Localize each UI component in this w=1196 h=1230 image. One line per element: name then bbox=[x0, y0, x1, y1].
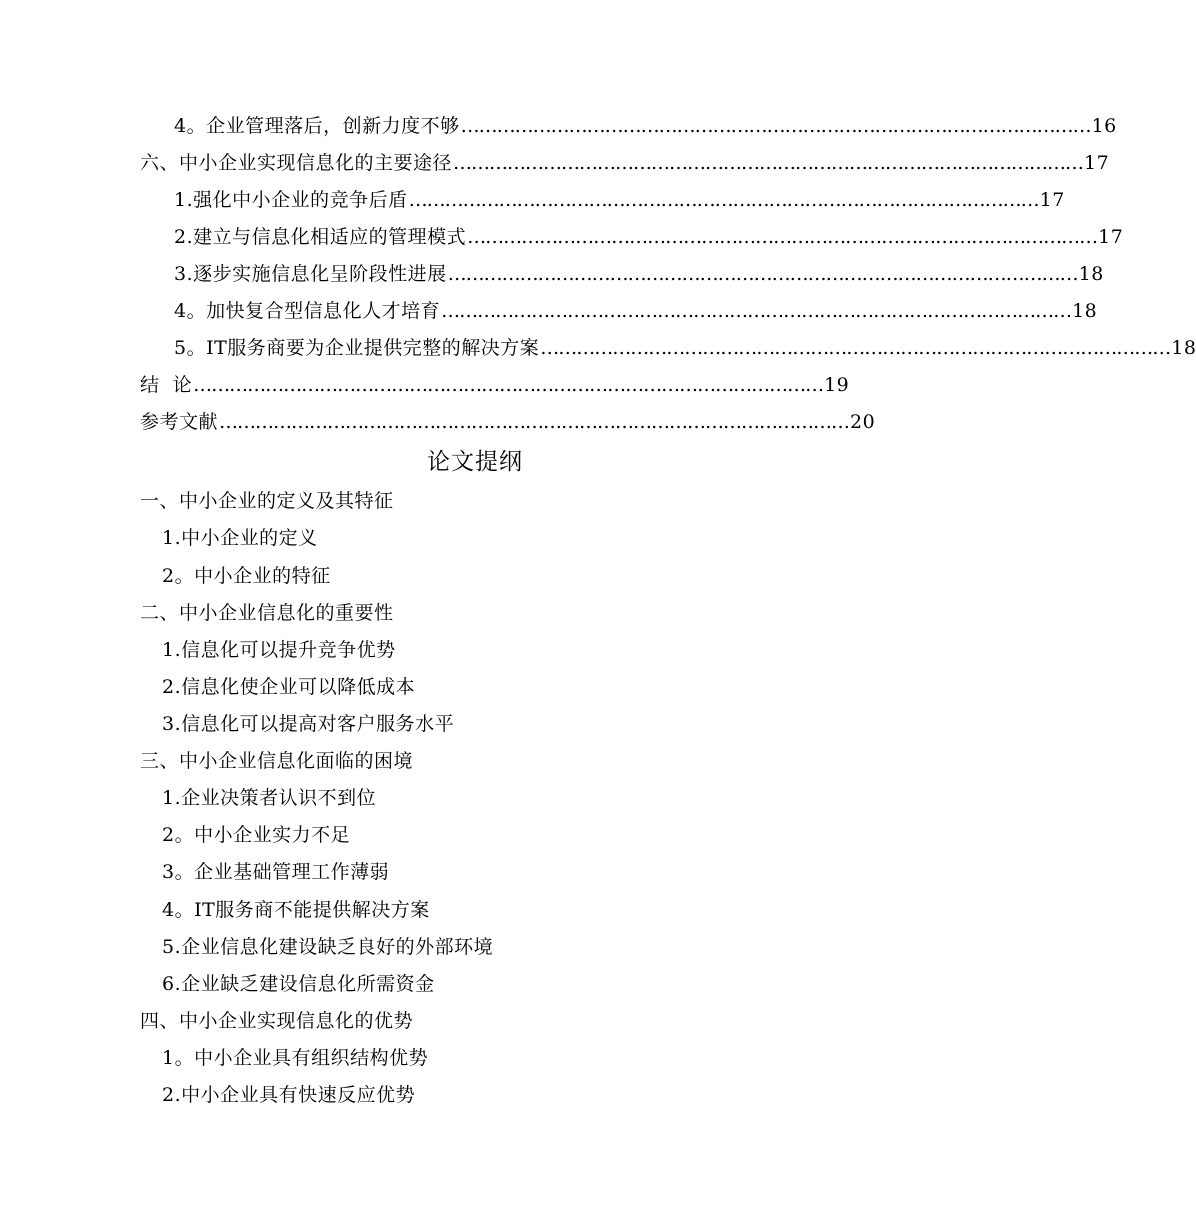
toc-entry-page: 16 bbox=[1091, 115, 1117, 137]
toc-entry-page: 18 bbox=[1078, 263, 1104, 285]
toc-leader-dots: …………………………………………………………………………………………… bbox=[219, 411, 850, 433]
outline-item: 6.企业缺乏建设信息化所需资金 bbox=[162, 973, 435, 995]
outline-title: 论文提纲 bbox=[427, 449, 523, 475]
toc-entry bbox=[140, 408, 876, 436]
toc-leader-dots: …………………………………………………………………………………………… bbox=[453, 152, 1084, 174]
outline-section-heading: 四、中小企业实现信息化的优势 bbox=[140, 1010, 414, 1032]
toc-entry-text: 六、中小企业实现信息化的主要途径 bbox=[140, 152, 453, 174]
outline-section-heading: 二、中小企业信息化的重要性 bbox=[140, 602, 394, 624]
outline-item: 1.中小企业的定义 bbox=[162, 527, 318, 549]
toc-entry-page: 20 bbox=[850, 411, 876, 433]
toc-entry bbox=[140, 149, 1110, 177]
toc-entry-page: 17 bbox=[1039, 189, 1065, 211]
outline-item: 1.企业决策者认识不到位 bbox=[162, 787, 377, 809]
toc-leader-dots: …………………………………………………………………………………………… bbox=[540, 337, 1171, 359]
toc-leader-dots: …………………………………………………………………………………………… bbox=[441, 300, 1072, 322]
toc-entry-text: 3.逐步实施信息化呈阶段性进展 bbox=[174, 263, 447, 285]
outline-item: 4。IT服务商不能提供解决方案 bbox=[162, 899, 430, 921]
toc-entry-text: 4。加快复合型信息化人才培育 bbox=[174, 300, 441, 322]
toc-entry bbox=[174, 223, 1124, 251]
toc-entry bbox=[174, 260, 1104, 288]
outline-item: 1.信息化可以提升竞争优势 bbox=[162, 639, 396, 661]
toc-entry-text: 2.建立与信息化相适应的管理模式 bbox=[174, 226, 467, 248]
toc-entry-text: 结 论 bbox=[140, 374, 193, 396]
outline-section-heading: 三、中小企业信息化面临的困境 bbox=[140, 750, 414, 772]
toc-entry bbox=[140, 371, 850, 399]
toc-entry-text: 5。IT服务商要为企业提供完整的解决方案 bbox=[174, 337, 540, 359]
toc-entry bbox=[174, 112, 1117, 140]
toc-leader-dots: …………………………………………………………………………………………… bbox=[447, 263, 1078, 285]
toc-entry-page: 18 bbox=[1072, 300, 1098, 322]
toc-entry-page: 18 bbox=[1171, 337, 1196, 359]
toc-leader-dots: …………………………………………………………………………………………… bbox=[467, 226, 1098, 248]
outline-item: 2.中小企业具有快速反应优势 bbox=[162, 1084, 416, 1106]
outline-item: 5.企业信息化建设缺乏良好的外部环境 bbox=[162, 936, 494, 958]
toc-entry-page: 17 bbox=[1098, 226, 1124, 248]
toc-entry bbox=[174, 297, 1098, 325]
outline-item: 2。中小企业实力不足 bbox=[162, 824, 351, 846]
outline-item: 3。企业基础管理工作薄弱 bbox=[162, 861, 390, 883]
outline-item: 1。中小企业具有组织结构优势 bbox=[162, 1047, 429, 1069]
toc-entry-text: 4。企业管理落后，创新力度不够 bbox=[174, 115, 460, 137]
toc-entry-text: 参考文献 bbox=[140, 411, 219, 433]
outline-section-heading: 一、中小企业的定义及其特征 bbox=[140, 490, 394, 512]
toc-entry-page: 17 bbox=[1084, 152, 1110, 174]
toc-leader-dots: …………………………………………………………………………………………… bbox=[460, 115, 1091, 137]
outline-item: 2.信息化使企业可以降低成本 bbox=[162, 676, 416, 698]
toc-leader-dots: …………………………………………………………………………………………… bbox=[193, 374, 824, 396]
toc-entry-page: 19 bbox=[824, 374, 850, 396]
toc-entry bbox=[174, 186, 1065, 214]
outline-item: 3.信息化可以提高对客户服务水平 bbox=[162, 713, 455, 735]
outline-item: 2。中小企业的特征 bbox=[162, 565, 331, 587]
toc-entry bbox=[174, 334, 1196, 362]
toc-entry-text: 1.强化中小企业的竞争后盾 bbox=[174, 189, 408, 211]
toc-leader-dots: …………………………………………………………………………………………… bbox=[408, 189, 1039, 211]
